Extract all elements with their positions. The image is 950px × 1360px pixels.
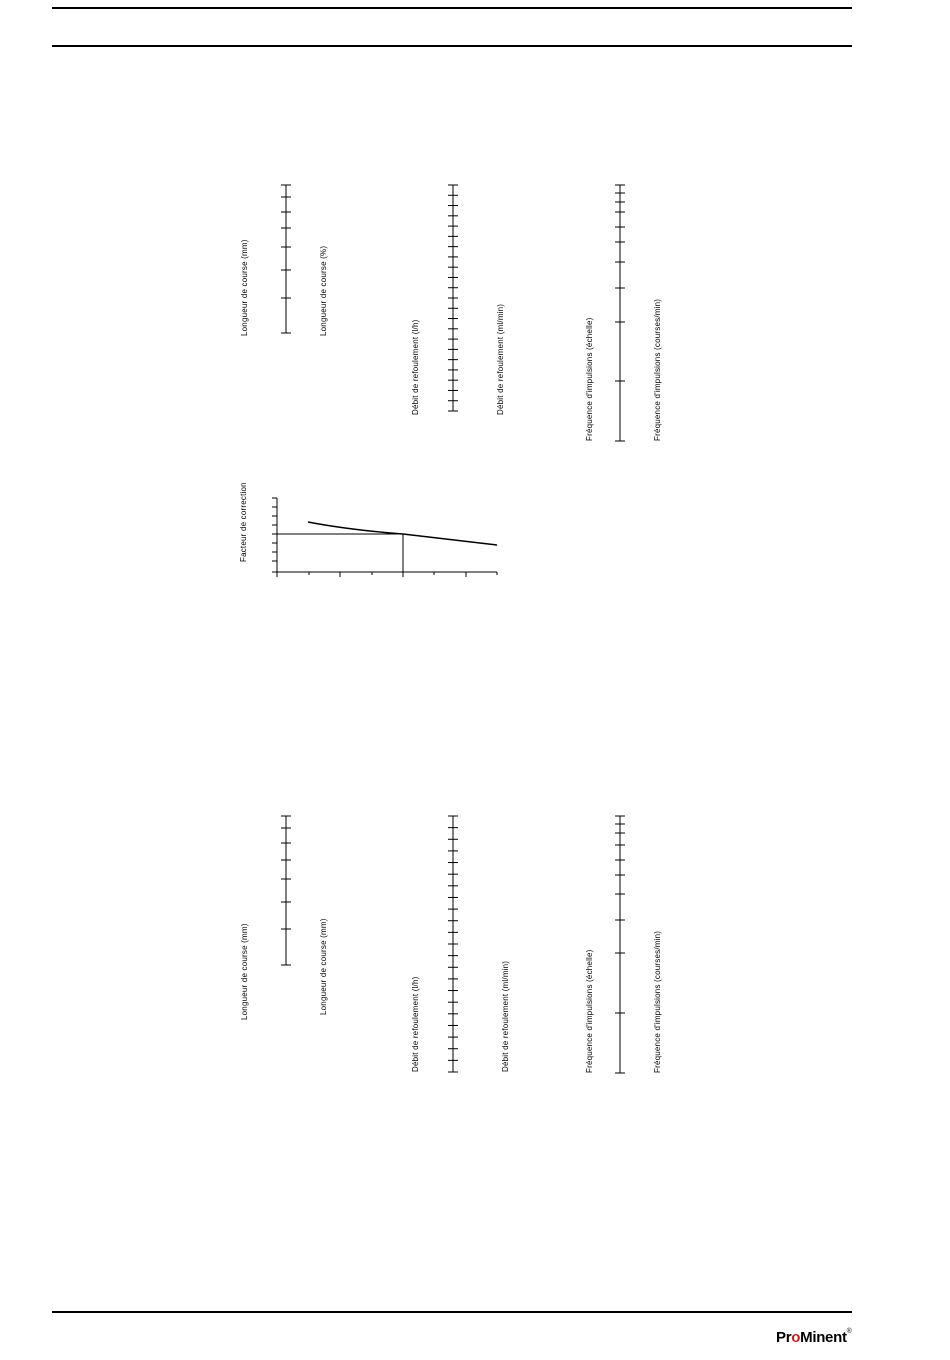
label-freq-scale: Fréquence d'impulsions (échelle)	[585, 949, 594, 1073]
correction-chart	[272, 498, 497, 577]
label-stroke-length-mm: Longueur de course (mm)	[240, 239, 249, 336]
footer-rule	[52, 1311, 852, 1313]
logo-registered-mark: ®	[846, 1328, 852, 1335]
logo-text-1: Pr	[776, 1329, 792, 1346]
label-flow-lh: Débit de refoulement (l/h)	[411, 319, 420, 415]
label-freq-strokes: Fréquence d'impulsions (courses/min)	[653, 298, 662, 441]
scale-axes	[281, 185, 625, 1073]
label-stroke-length-pct: Longueur de course (%)	[319, 245, 328, 336]
logo-text-2: Minent	[800, 1329, 847, 1346]
label-flow-mlmin: Débit de refoulement (ml/min)	[496, 303, 505, 415]
label-flow-lh: Débit de refoulement (l/h)	[411, 976, 420, 1072]
logo-text-accent: o	[791, 1329, 801, 1346]
label-stroke-length-mm: Longueur de course (mm)	[240, 923, 249, 1020]
label-freq-strokes: Fréquence d'impulsions (courses/min)	[653, 930, 662, 1073]
prominent-logo	[776, 1329, 852, 1346]
label-stroke-length-mm-2: Longueur de course (mm)	[319, 918, 328, 1015]
label-flow-mlmin: Débit de refoulement (ml/min)	[501, 960, 510, 1072]
label-freq-scale: Fréquence d'impulsions (échelle)	[585, 317, 594, 441]
label-correction-factor: Facteur de correction	[239, 482, 248, 562]
